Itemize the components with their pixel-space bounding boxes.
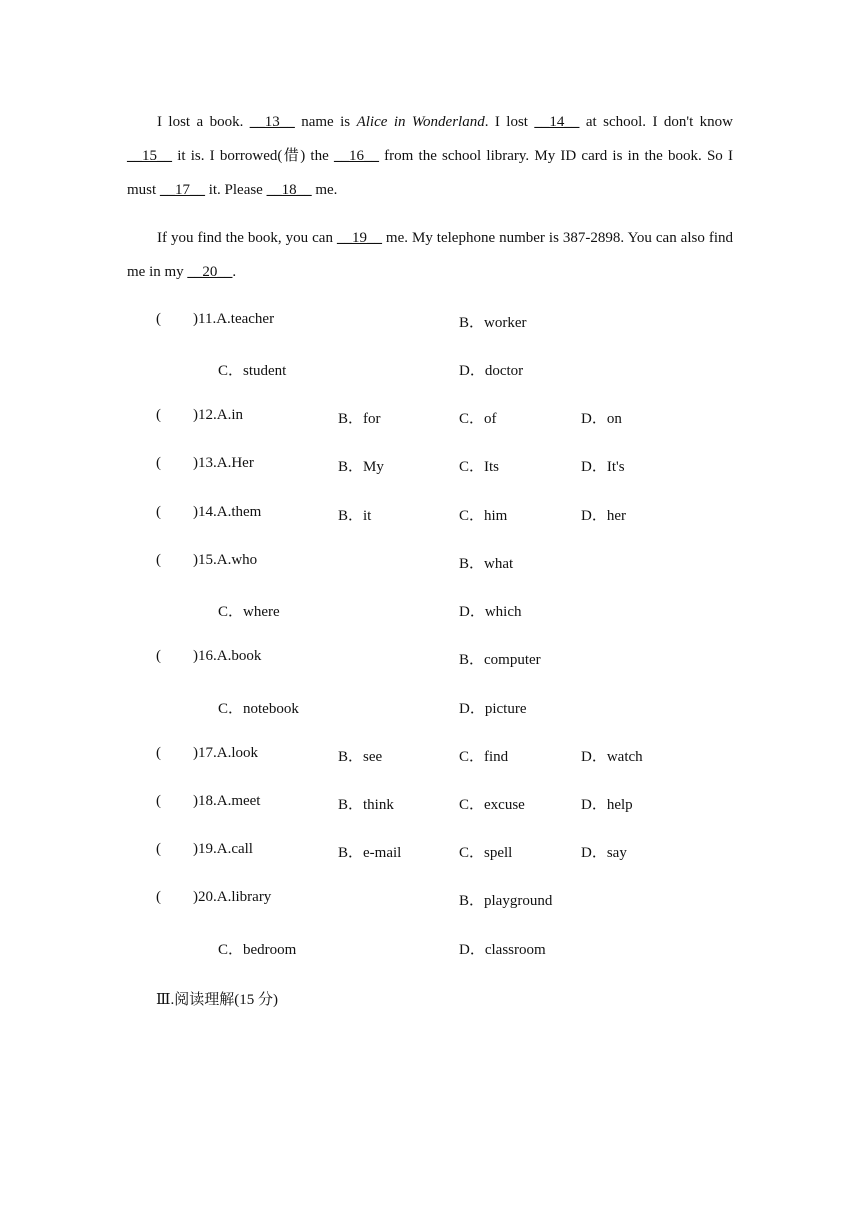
question-13	[0, 455, 860, 475]
option-c: C．Its	[459, 459, 500, 475]
question-11-line-2	[0, 359, 860, 379]
answer-paren: (	[156, 455, 161, 471]
passage-paragraph-2: If you find the book, you can __19__ me. My telephone number is 387-2898. You can also find me in my __20__.	[127, 230, 733, 280]
question-19	[0, 841, 860, 861]
answer-paren: (	[156, 504, 161, 520]
blank-15: __15__	[127, 148, 172, 164]
question-16	[0, 648, 860, 668]
option-a: )11.A.teacher	[193, 311, 275, 327]
question-20	[0, 889, 860, 909]
option-b: B．what	[459, 556, 514, 572]
option-a: )19.A.call	[193, 841, 253, 857]
question-16-line-2	[0, 697, 860, 717]
option-d: D．which	[459, 604, 522, 620]
book-title: Alice in Wonderland	[356, 114, 485, 130]
option-c: C．him	[459, 508, 508, 524]
option-d: D．classroom	[459, 942, 546, 958]
answer-paren: (	[156, 745, 161, 761]
question-20-line-2	[0, 938, 860, 958]
option-d: D．say	[581, 845, 627, 861]
option-b: B．for	[338, 411, 381, 427]
option-c: C．student	[218, 363, 287, 379]
question-17	[0, 745, 860, 765]
option-d: D．watch	[581, 749, 643, 765]
option-c: C．bedroom	[218, 942, 297, 958]
option-a: )13.A.Her	[193, 455, 254, 471]
answer-paren: (	[156, 407, 161, 423]
option-b: B．My	[338, 459, 384, 475]
option-b: B．computer	[459, 652, 541, 668]
option-a: )17.A.look	[193, 745, 258, 761]
blank-17: __17__	[159, 182, 205, 198]
question-15	[0, 552, 860, 572]
answer-paren: (	[156, 552, 161, 568]
option-a: )12.A.in	[193, 407, 243, 423]
question-12	[0, 407, 860, 427]
answer-paren: (	[156, 311, 161, 327]
option-c: C．spell	[459, 845, 513, 861]
option-b: B．e-mail	[338, 845, 402, 861]
option-c: C．find	[459, 749, 509, 765]
option-a: )15.A.who	[193, 552, 258, 568]
question-11	[0, 311, 860, 331]
blank-16: __16__	[333, 148, 379, 164]
question-15-line-2	[0, 600, 860, 620]
option-d: D．on	[581, 411, 622, 427]
answer-paren: (	[156, 648, 161, 664]
option-b: B．it	[338, 508, 372, 524]
option-c: C．excuse	[459, 797, 525, 813]
option-d: D．doctor	[459, 363, 524, 379]
question-14	[0, 504, 860, 524]
option-a: )14.A.them	[193, 504, 262, 520]
blank-14: __14__	[534, 114, 580, 130]
option-a: )20.A.library	[193, 889, 272, 905]
section-heading: Ⅲ.阅读理解(15 分)	[156, 992, 278, 1008]
option-b: B．think	[338, 797, 394, 813]
option-b: B．worker	[459, 315, 527, 331]
option-a: )18.A.meet	[193, 793, 261, 809]
option-b: B．see	[338, 749, 383, 765]
answer-paren: (	[156, 889, 161, 905]
option-d: D．help	[581, 797, 633, 813]
blank-19: __19__	[336, 230, 382, 246]
passage-paragraph-1: I lost a book. __13__ name is Alice in Wonderland. I lost __14__ at school. I don't know __15__ it is. I borrowed(借) the __16__ from the school library. My ID card is in the book. So I must __17__ it. Please __18__ me.	[127, 114, 734, 198]
option-d: D．It's	[581, 459, 625, 475]
blank-20: __20__	[187, 264, 233, 280]
option-c: C．notebook	[218, 701, 299, 717]
answer-paren: (	[156, 793, 161, 809]
blank-18: __18__	[266, 182, 312, 198]
option-b: B．playground	[459, 893, 553, 909]
option-a: )16.A.book	[193, 648, 262, 664]
answer-paren: (	[156, 841, 161, 857]
option-c: C．of	[459, 411, 497, 427]
option-d: D．picture	[459, 701, 527, 717]
question-18	[0, 793, 860, 813]
blank-13: __13__	[249, 114, 295, 130]
option-c: C．where	[218, 604, 280, 620]
option-d: D．her	[581, 508, 626, 524]
